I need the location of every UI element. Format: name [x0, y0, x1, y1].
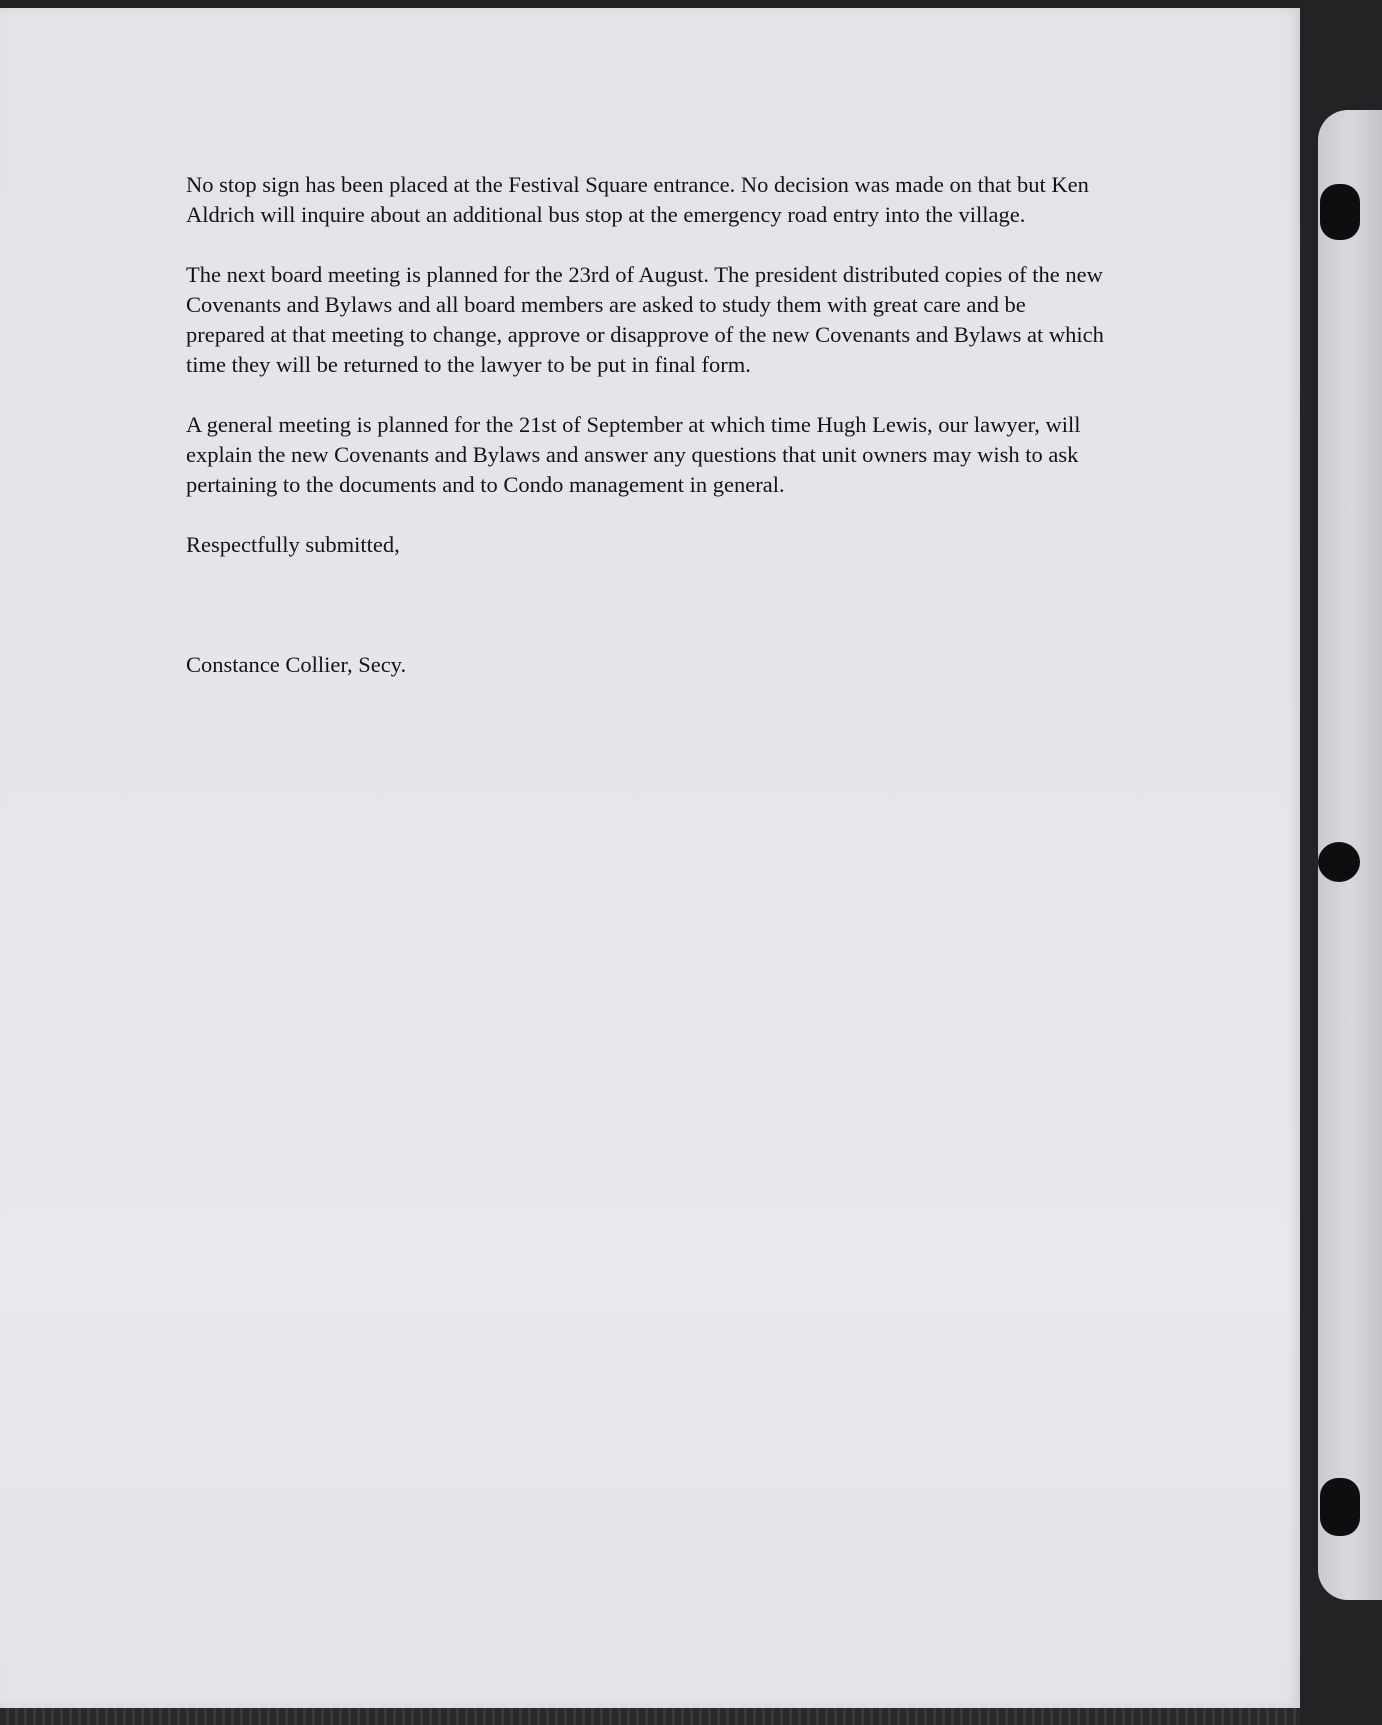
punch-hole-top	[1320, 184, 1360, 240]
scanner-bottom-edge	[0, 1708, 1300, 1725]
closing-line: Respectfully submitted,	[186, 532, 400, 557]
paragraph-board-meeting: The next board meeting is planned for the 23rd of August. The president distributed copies of the new Covenants and Bylaws and all board members are asked to study them with great care and be prepared at that meeting to change, approve or disapprove of the new Covenants and Bylaws at which time they will be returned to the lawyer to be put in final form.	[186, 262, 1104, 377]
punch-hole-bottom	[1320, 1478, 1360, 1536]
paragraph-general-meeting: A general meeting is planned for the 21st of September at which time Hugh Lewis, our lawyer, will explain the new Covenants and Bylaws and answer any questions that unit owners may wish to ask pertaining to the documents and to Condo management in general.	[186, 412, 1081, 497]
letter-body	[186, 170, 1106, 710]
paragraph-stop-sign: No stop sign has been placed at the Festival Square entrance. No decision was made on that but Ken Aldrich will inquire about an additional bus stop at the emergency road entry into the village.	[186, 172, 1089, 227]
punch-hole-middle	[1318, 842, 1360, 882]
document-page	[0, 8, 1300, 1708]
signature-space	[186, 590, 1106, 650]
signature-line: Constance Collier, Secy.	[186, 652, 407, 677]
